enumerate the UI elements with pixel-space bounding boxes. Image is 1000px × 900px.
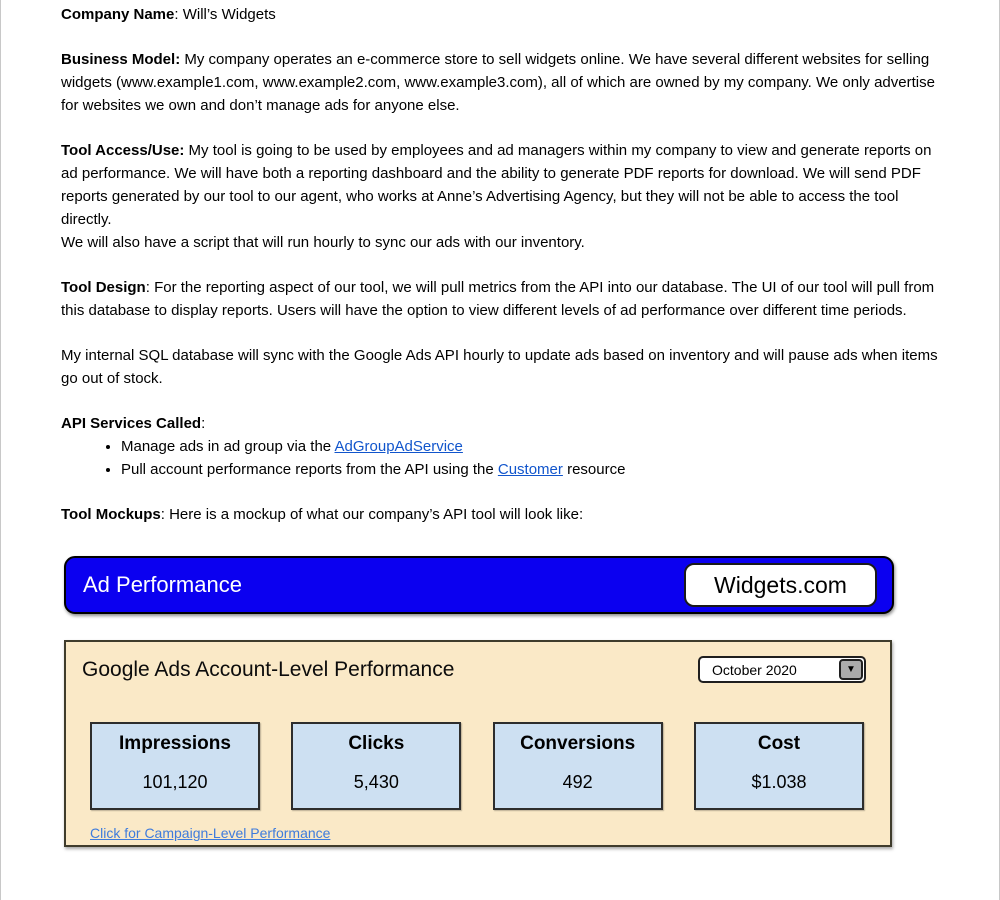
metric-label: Clicks [348,733,405,754]
sql-sync-paragraph [61,344,941,390]
tool-mockups-paragraph [61,503,941,526]
metric-card-conversions [493,722,663,810]
api-services-heading [61,412,941,435]
tool-design-text: : For the reporting aspect of our tool, we will pull metrics from the API into our database. The UI of our tool will pull from this database to display reports. Users will have the option to view different levels of ad performance over different time periods. [61,279,935,319]
company-name-line [61,3,941,26]
tool-design-label: Tool Design [61,279,146,296]
metric-label: Impressions [119,733,231,754]
company-name-value: : Will’s Widgets [174,6,276,23]
business-model-label: Business Model: [61,51,181,68]
metric-card-impressions [90,722,260,810]
metric-value: 101,120 [142,772,208,792]
adgroupadservice-link[interactable]: AdGroupAdService [334,438,463,455]
mockup-header-bar [64,556,894,614]
mockup-app-title: Ad Performance [83,572,242,597]
metric-value: 5,430 [353,772,399,792]
company-name-label: Company Name [61,6,175,23]
chevron-down-icon[interactable]: ▼ [839,659,863,680]
api-services-colon: : [201,415,206,432]
metric-label: Cost [757,733,801,754]
business-model-text: My company operates an e-commerce store to sell widgets online. We have several different websites for selling widgets (www.example1.com, www.example2.com, www.example3.com), all of which are owned by my company. We only advertise for websites we own and don’t manage ads for anyone else. [61,51,935,114]
bullet-text-post: resource [562,461,626,478]
sql-sync-text: My internal SQL database will sync with the Google Ads API hourly to update ads based on inventory and will pause ads when items go out of stock. [61,347,938,387]
campaign-level-link[interactable]: Click for Campaign-Level Performance [90,825,331,841]
api-services-label: API Services Called [61,415,202,432]
tool-access-label: Tool Access/Use: [61,142,185,159]
period-dropdown-value: October 2020 [712,661,797,678]
metric-cards-row [90,722,864,810]
metric-value: $1.038 [751,772,807,792]
tool-mockups-label: Tool Mockups [61,506,161,523]
tool-mockups-text: : Here is a mockup of what our company’s API tool will look like: [160,506,584,523]
metric-card-cost [694,722,864,810]
panel-header [82,656,866,683]
document-body [61,0,941,847]
metric-value: 492 [562,772,593,792]
metric-label: Conversions [520,733,636,754]
list-item-customer [121,458,941,481]
performance-panel [64,640,892,847]
tool-access-text-line2: We will also have a script that will run hourly to sync our ads with our inventory. [61,234,585,251]
bullet-text-pre: Pull account performance reports from the API using the [121,461,498,478]
panel-title: Google Ads Account-Level Performance [82,657,455,681]
customer-link[interactable]: Customer [497,461,563,478]
metric-card-clicks [291,722,461,810]
tool-design-paragraph [61,276,941,322]
period-dropdown[interactable] [698,656,866,683]
tool-access-paragraph [61,139,941,254]
tool-access-text: My tool is going to be used by employees and ad managers within my company to view and generate reports on ad performance. We will have both a reporting dashboard and the ability to generate PDF reports for download. We will send PDF reports generated by our tool to our agent, who works at Anne’s Advertising Agency, but they will not be able to access the tool directly. [61,142,932,228]
api-services-list [61,435,941,481]
business-model-paragraph [61,48,941,117]
site-button[interactable]: Widgets.com [684,563,877,607]
list-item-adgroupadservice [121,435,941,458]
bullet-text-pre: Manage ads in ad group via the [121,438,335,455]
